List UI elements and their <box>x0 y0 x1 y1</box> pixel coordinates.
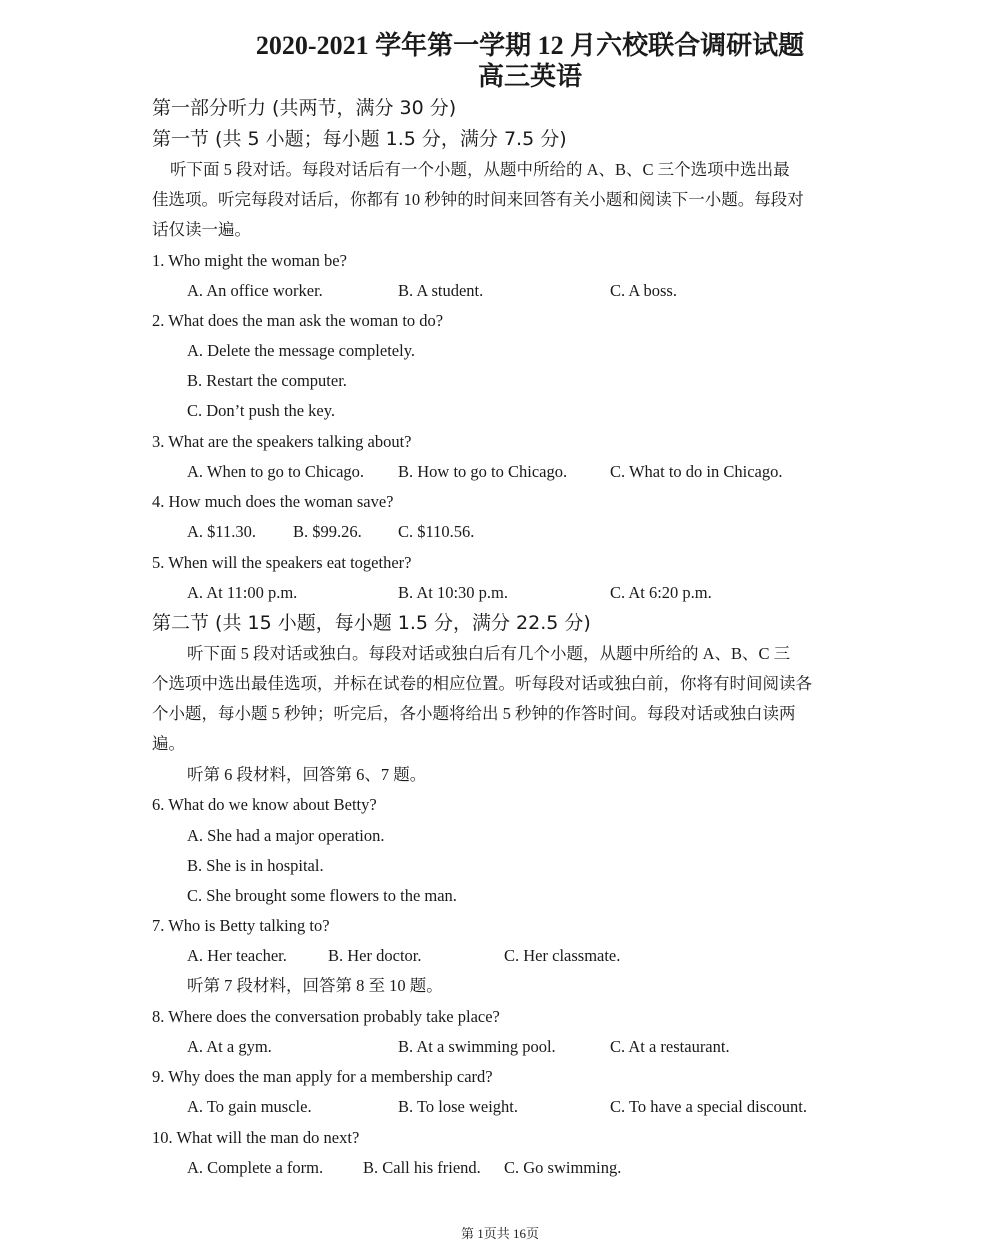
question-6: 6. What do we know about Betty? <box>152 795 377 814</box>
question-1: 1. Who might the woman be? <box>152 251 347 270</box>
section1-instruction-line: 听下面 5 段对话。每段对话后有一个小题，从题中所给的 A、B、C 三个选项中选出最 <box>170 160 790 179</box>
material-6-note: 听第 6 段材料，回答第 6、7 题。 <box>187 765 427 784</box>
option-9b: B. To lose weight. <box>398 1097 518 1116</box>
option-8c: C. At a restaurant. <box>610 1037 730 1056</box>
option-6a: A. She had a major operation. <box>187 826 385 845</box>
section2-heading: 第二节 (共 15 小题，每小题 1.5 分，满分 22.5 分) <box>152 612 591 634</box>
question-9: 9. Why does the man apply for a membership card? <box>152 1067 493 1086</box>
option-1a: A. An office worker. <box>187 281 323 300</box>
option-1c: C. A boss. <box>610 281 677 300</box>
question-2: 2. What does the man ask the woman to do? <box>152 311 444 330</box>
section2-instruction-line: 个小题，每小题 5 秒钟；听完后，各小题将给出 5 秒钟的作答时间。每段对话或独白读两 <box>152 704 796 723</box>
section2-instruction-line: 听下面 5 段对话或独白。每段对话或独白后有几个小题，从题中所给的 A、B、C 三 <box>187 644 791 663</box>
option-9c: C. To have a special discount. <box>610 1097 807 1116</box>
option-2b: B. Restart the computer. <box>187 371 347 390</box>
section2-instruction-line: 遍。 <box>152 734 185 753</box>
option-3c: C. What to do in Chicago. <box>610 462 783 481</box>
option-6c: C. She brought some flowers to the man. <box>187 886 457 905</box>
option-7c: C. Her classmate. <box>504 946 621 965</box>
question-10: 10. What will the man do next? <box>152 1128 360 1147</box>
option-1b: B. A student. <box>398 281 484 300</box>
section1-instruction-line: 佳选项。听完每段对话后，你都有 10 秒钟的时间来回答有关小题和阅读下一小题。每段对 <box>152 190 804 209</box>
option-10b: B. Call his friend. <box>363 1158 481 1177</box>
option-4a: A. $11.30. <box>187 522 257 541</box>
exam-title: 2020-2021 学年第一学期 12 月六校联合调研试题 <box>255 31 805 60</box>
option-4c: C. $110.56. <box>398 522 475 541</box>
question-4: 4. How much does the woman save? <box>152 492 394 511</box>
page-footer: 第 1页共 16页 <box>460 1226 539 1241</box>
question-3: 3. What are the speakers talking about? <box>152 432 412 451</box>
option-5a: A. At 11:00 p.m. <box>187 583 298 602</box>
option-5b: B. At 10:30 p.m. <box>398 583 509 602</box>
option-2c: C. Don’t push the key. <box>187 401 336 420</box>
option-10a: A. Complete a form. <box>187 1158 324 1177</box>
section1-instruction-line: 话仅读一遍。 <box>152 220 251 239</box>
option-10c: C. Go swimming. <box>504 1158 622 1177</box>
question-5: 5. When will the speakers eat together? <box>152 553 412 572</box>
section2-instruction-line: 个选项中选出最佳选项，并标在试卷的相应位置。听每段对话或独白前，你将有时间阅读各 <box>152 674 812 693</box>
part1-heading: 第一部分听力 (共两节，满分 30 分) <box>152 97 457 119</box>
option-3a: A. When to go to Chicago. <box>187 462 365 481</box>
option-5c: C. At 6:20 p.m. <box>610 583 712 602</box>
option-2a: A. Delete the message completely. <box>187 341 416 360</box>
option-7a: A. Her teacher. <box>187 946 287 965</box>
option-9a: A. To gain muscle. <box>187 1097 312 1116</box>
exam-subtitle: 高三英语 <box>477 62 582 91</box>
option-8b: B. At a swimming pool. <box>398 1037 556 1056</box>
option-4b: B. $99.26. <box>293 522 362 541</box>
question-7: 7. Who is Betty talking to? <box>152 916 330 935</box>
section1-heading: 第一节 (共 5 小题；每小题 1.5 分，满分 7.5 分) <box>152 128 567 150</box>
option-6b: B. She is in hospital. <box>187 856 324 875</box>
material-7-note: 听第 7 段材料，回答第 8 至 10 题。 <box>187 976 443 995</box>
option-8a: A. At a gym. <box>187 1037 272 1056</box>
question-8: 8. Where does the conversation probably take place? <box>152 1007 500 1026</box>
option-7b: B. Her doctor. <box>328 946 422 965</box>
option-3b: B. How to go to Chicago. <box>398 462 568 481</box>
